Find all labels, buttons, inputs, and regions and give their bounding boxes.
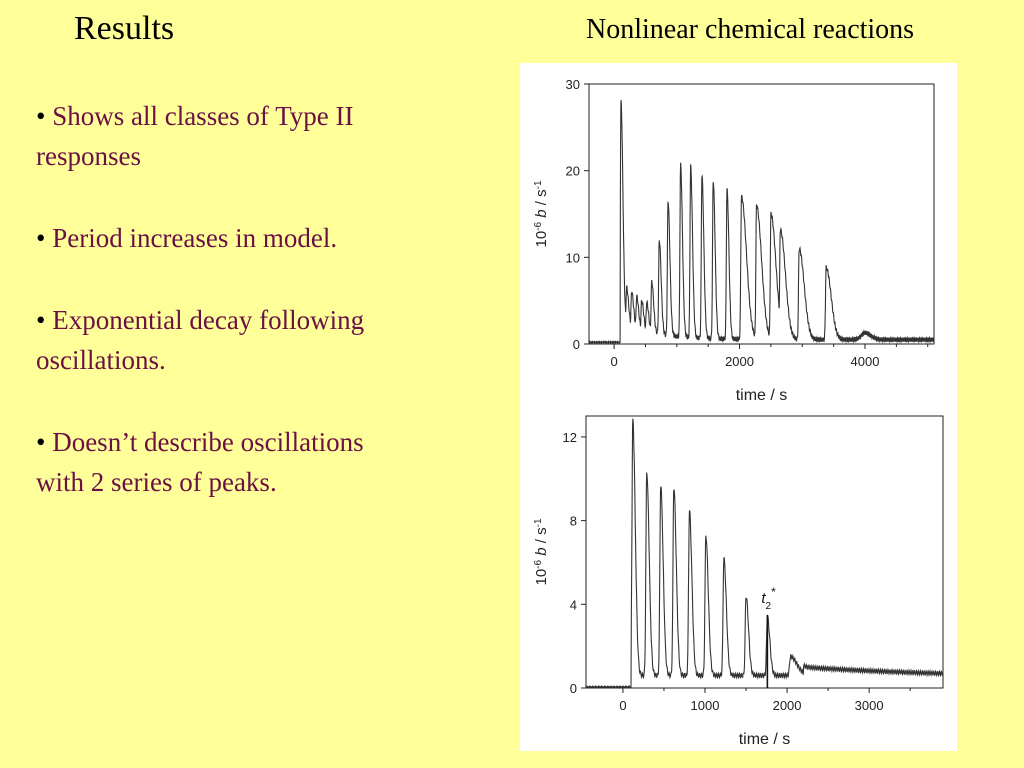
annotation-sup: * (771, 584, 776, 599)
y-axis-label-part: / s (533, 189, 550, 210)
y-tick-label: 0 (569, 681, 577, 696)
plot-frame (586, 416, 943, 688)
bullet-text-continued: responses (36, 141, 141, 171)
y-axis-label-part: / s (533, 527, 550, 548)
figure-panel (520, 63, 957, 751)
y-tick-label: 30 (565, 77, 580, 92)
bullet-marker: • (36, 305, 46, 335)
x-tick-label: 2000 (725, 354, 755, 369)
slide-subtitle: Nonlinear chemical reactions (586, 14, 915, 45)
x-tick-label: 0 (619, 698, 627, 713)
bullet-text: Doesn’t describe oscillations (52, 427, 364, 457)
y-tick-label: 0 (572, 337, 580, 352)
x-tick-label: 0 (610, 354, 618, 369)
bullet-item (36, 218, 476, 258)
y-axis-label-part: -1 (532, 180, 544, 190)
annotation-var: t (761, 589, 766, 607)
bullet-text: Period increases in model. (52, 223, 338, 253)
bullet-item (36, 422, 476, 502)
bullet-marker: • (36, 101, 46, 131)
x-axis-label: time / s (735, 387, 788, 404)
bullet-text-continued: oscillations. (36, 345, 166, 375)
y-axis-label-part: 10 (533, 568, 550, 586)
y-tick-label: 10 (565, 250, 580, 266)
x-tick-label: 1000 (690, 698, 720, 713)
y-axis-label-part: b (533, 547, 550, 556)
y-axis-label (533, 518, 551, 585)
chart-1 (533, 77, 935, 404)
bullet-item (36, 300, 476, 380)
bullet-text-continued: with 2 series of peaks. (36, 467, 277, 497)
y-axis-label-part: -1 (532, 518, 544, 528)
y-axis-label-part: b (533, 209, 550, 218)
x-axis-label: time / s (738, 731, 791, 748)
bullet-text: Exponential decay following (52, 305, 365, 335)
y-tick-label: 12 (562, 429, 577, 445)
bullet-item (36, 96, 476, 176)
y-tick-label: 4 (569, 597, 577, 613)
series-line (589, 100, 934, 343)
annotation-sub: 2 (765, 600, 772, 612)
y-axis-label-part: -6 (532, 221, 544, 231)
annotation-label (761, 585, 776, 612)
y-axis-label-part: -6 (532, 559, 544, 569)
x-tick-label: 2000 (772, 698, 802, 713)
chart-2 (533, 416, 944, 748)
x-tick-label: 4000 (850, 354, 880, 369)
y-tick-label: 8 (569, 513, 577, 529)
bullet-marker: • (36, 223, 46, 253)
x-tick-label: 3000 (854, 698, 884, 713)
y-axis-label (533, 180, 551, 247)
bullet-list (36, 96, 476, 544)
chart-figure (520, 63, 957, 751)
y-tick-label: 20 (565, 163, 580, 179)
bullet-text: Shows all classes of Type II (52, 101, 354, 131)
bullet-marker: • (36, 427, 46, 457)
y-axis-label-part: 10 (533, 230, 550, 248)
series-line (586, 419, 943, 688)
slide-title: Results (74, 10, 175, 47)
